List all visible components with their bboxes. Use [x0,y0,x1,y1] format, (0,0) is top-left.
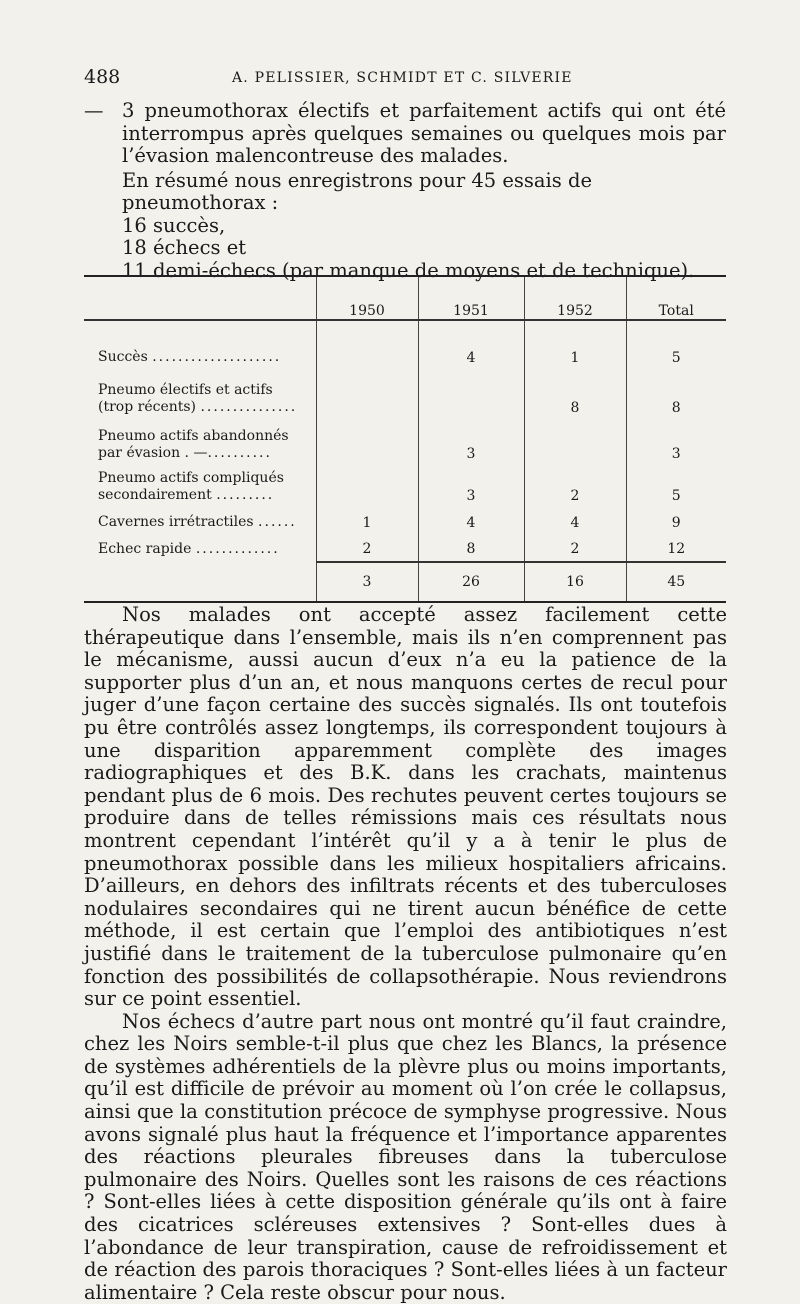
table-row [84,504,726,531]
cell-total: 8 [626,366,726,416]
result-failures: 18 échecs et [122,236,247,259]
cell-total: 9 [626,504,726,531]
result-half-failures: 11 demi-échecs (par manque de moyens et de technique). [122,258,695,282]
results-table [84,275,726,603]
table-row [84,366,726,416]
total-1950: 3 [316,562,418,601]
cell-1951 [418,366,524,416]
summary-line: En résumé nous enregistrons pour 45 essais de pneumothorax : [122,168,593,214]
row-label: Pneumo actifs compliqués secondairement [98,470,284,503]
cell-1952 [524,416,626,462]
leader-dots: .......... [207,445,272,461]
leader-dots: .................... [152,349,282,365]
page-number: 488 [84,66,121,88]
col-total: Total [626,277,726,320]
cell-1950 [316,320,418,366]
body-text [84,604,727,1304]
row-label: Pneumo actifs abandonnés par évasion . — [98,428,289,461]
cell-1951: 3 [418,462,524,504]
cell-total: 5 [626,320,726,366]
cell-total: 5 [626,462,726,504]
table-row [84,416,726,462]
running-title: A. PELISSIER, SCHMIDT ET C. SILVERIE [232,70,573,86]
cell-1951: 8 [418,531,524,562]
cell-1952: 2 [524,462,626,504]
col-1951: 1951 [418,277,524,320]
row-label: Cavernes irrétractiles [98,514,254,530]
row-label: Echec rapide [98,541,192,557]
page-header [84,66,724,90]
cell-1951: 4 [418,320,524,366]
cell-1950 [316,462,418,504]
col-1950: 1950 [316,277,418,320]
cell-1950: 1 [316,504,418,531]
cell-1950: 2 [316,531,418,562]
totals-row [84,562,726,601]
paragraph-therapy-acceptance: Nos malades ont accepté assez facilement cette thérapeutique dans l’ensemble, mais ils n’en comprennent pas le mécanisme, aussi aucun d’eux n’a eu la patience de la supporter plus d’un an, et nous manquons certes de recul pour juger d’une façon certaine des succès signalés. Ils ont toutefois pu être contrôlés assez longtemps, ils correspondent toujours à une disparition apparemment complète des images radiographiques et des B.K. dans les crachats, maintenus pendant plus de 6 mois. Des rechutes peuvent certes toujours se produire dans de telles rémissions mais ces résultats nous montrent cependant l’intérêt qu’il y a à tenir le plus de pneumothorax possible dans les milieux hospitaliers africains. D’ailleurs, en dehors des infiltrats récents et des tuberculoses nodulaires secondaires qui ne tirent aucun bénéfice de cette méthode, il est certain que l’emploi des antibiotiques n’est justifié dans le traitement de la tuberculose pulmonaire qu’en fonction des possibilités de collapsothérapie. Nous reviendrons sur ce point essentiel. [84,603,727,1011]
leader-dots: ......... [216,487,275,503]
totals-blank [84,562,316,601]
total-1952: 16 [524,562,626,601]
item-text: 3 pneumothorax électifs et parfaitement actifs qui ont été interrompus après quelques semaines ou quelques mois par l’évasion malencontreuse des malades. [122,99,726,167]
row-label: Pneumo électifs et actifs (trop récents) [98,382,273,415]
intro-section [84,100,726,282]
cell-1950 [316,416,418,462]
cell-total: 3 [626,416,726,462]
table-row [84,320,726,366]
table-header-row [84,277,726,320]
total-all: 45 [626,562,726,601]
cell-1952: 2 [524,531,626,562]
table-row [84,462,726,504]
leader-dots: ............. [195,541,280,557]
cell-1952: 1 [524,320,626,366]
result-success: 16 succès, [122,213,226,237]
paragraph-failures: Nos échecs d’autre part nous ont montré qu’il faut craindre, chez les Noirs semble-t-il plus que chez les Blancs, la présence de systèmes adhérentiels de la plèvre plus ou moins importants, qu’il est difficile de prévoir au moment où l’on crée le collapsus, ainsi que la constitution précoce de symphyse progressive. Nous avons signalé plus haut la fréquence et l’importance apparentes des réactions pleurales fibreuses dans la tuberculose pulmonaire des Noirs. Quelles sont les raisons de ces réactions ? Sont-elles liées à cette disposition générale qu’ils ont à faire des cicatrices scléreuses extensives ? Sont-elles dues à l’abondance de leur transpiration, cause de refroidissement et de réaction des parois thoraciques ? Sont-elles liées à un facteur alimentaire ? Cela reste obscur pour nous. [84,1009,727,1304]
table-row [84,531,726,562]
cell-1951: 4 [418,504,524,531]
header-blank [84,277,316,320]
leader-dots: ...... [258,514,297,530]
total-1951: 26 [418,562,524,601]
item-dash: — [84,99,104,122]
leader-dots: ............... [200,399,298,415]
cell-total: 12 [626,531,726,562]
cell-1952: 8 [524,366,626,416]
col-1952: 1952 [524,277,626,320]
cell-1950 [316,366,418,416]
cell-1951: 3 [418,416,524,462]
cell-1952: 4 [524,504,626,531]
list-item-evasion [84,100,726,168]
row-label: Succès [98,349,148,365]
